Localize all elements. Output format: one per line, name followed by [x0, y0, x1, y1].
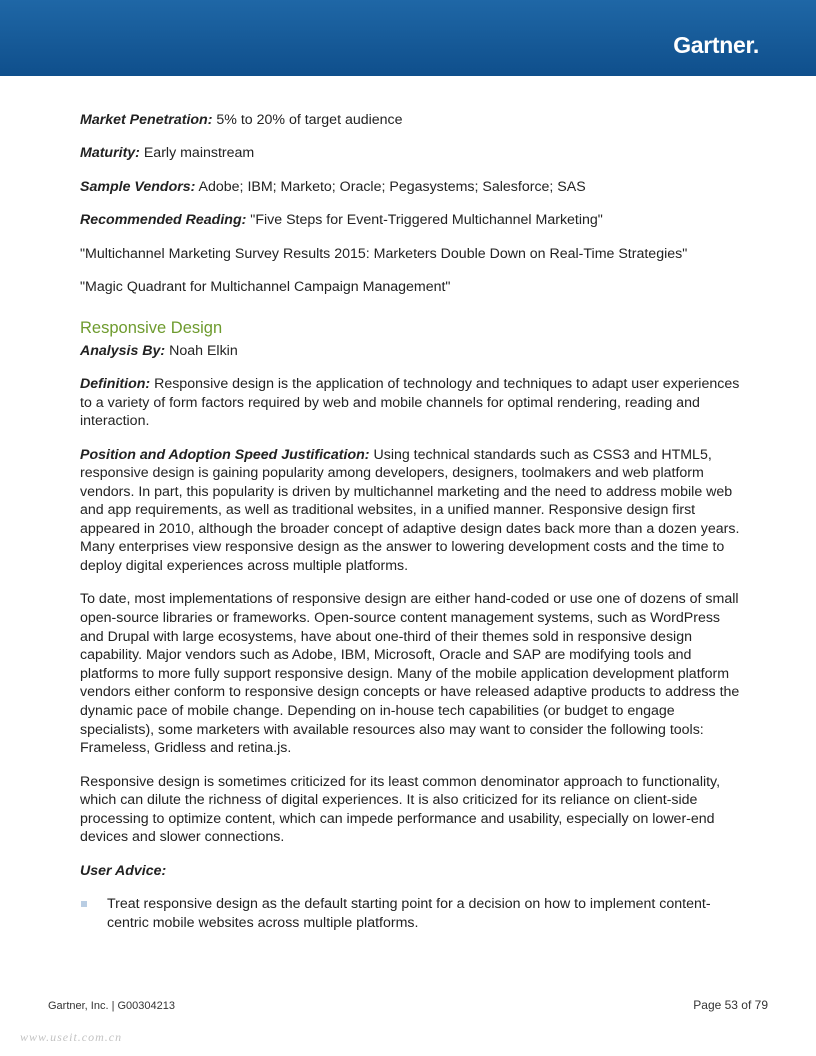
user-advice-heading: User Advice: — [80, 862, 167, 879]
analysis-by-line — [80, 342, 740, 361]
field-label: Position and Adoption Speed Justification: — [80, 446, 370, 463]
watermark: www.useit.com.cn — [20, 1030, 123, 1044]
reading-item: "Magic Quadrant for Multichannel Campaign Management" — [80, 278, 451, 295]
list-item-text: Treat responsive design as the default starting point for a decision on how to implement content-centric mobile websites across multiple platforms. — [107, 896, 711, 931]
field-label: Maturity: — [80, 145, 140, 162]
gartner-logo: Gartner. — [673, 32, 759, 58]
section-title: Responsive Design — [80, 318, 223, 337]
field-label: Sample Vendors: — [80, 178, 196, 195]
field-label: Market Penetration: — [80, 112, 213, 128]
recommended-reading-line — [80, 211, 740, 230]
field-label: Recommended Reading: — [80, 212, 247, 229]
definition-paragraph — [80, 375, 740, 431]
paragraph-text: Using technical standards such as CSS3 and HTML5, responsive design is gaining popularity among developers, designers, toolmakers and web platform vendors. In part, this popularity is driven by multichannel marketing and the need to address mobile web and app requirements, as well as traditional websites, in a unified manner. Responsive design first appeared in 2010, although the broader concept of adaptive design dates back more than a dozen years. Many enterprises view responsive design as the answer to lowering development costs and the time to deploy digital experiences across multiple platforms. — [80, 446, 740, 575]
page-number: Page 53 of 79 — [693, 998, 768, 1012]
maturity-line — [80, 144, 740, 163]
field-value: Early mainstream — [139, 145, 255, 162]
field-label: Definition: — [80, 375, 151, 392]
implementations-paragraph: To date, most implementations of responsive design are either hand-coded or use one of dozens of small open-source libraries or frameworks. Open-source content management systems, such as WordPress and Drupal with large ecosystems, have about one-third of their themes sold in responsive design capability. Major vendors such as Adobe, IBM, Microsoft, Oracle and SAP are modifying tools and platforms to more fully support responsive design. Many of the mobile application development platform vendors either conform to responsive design concepts or have released adaptive products to address the dynamic pace of mobile change. Depending on in-house tech capabilities (or budget to engage specialists), some marketers with available resources also may want to consider the following tools: Frameless, Gridless and retina.js. — [80, 591, 740, 757]
field-value: Noah Elkin — [165, 342, 238, 359]
reading-item: "Multichannel Marketing Survey Results 2015: Marketers Double Down on Real-Time Strategies" — [80, 245, 688, 262]
field-value: 5% to 20% of target audience — [212, 112, 403, 128]
market-penetration-line — [80, 111, 740, 130]
list-item — [80, 895, 740, 932]
field-value: Adobe; IBM; Marketo; Oracle; Pegasystems; Salesforce; SAS — [195, 178, 586, 195]
field-value: "Five Steps for Event-Triggered Multichannel Marketing" — [246, 212, 603, 229]
sample-vendors-line — [80, 178, 740, 197]
criticism-paragraph: Responsive design is sometimes criticized for its least common denominator approach to functionality, which can dilute the richness of digital experiences. It is also criticized for its reliance on client-side processing to optimize content, which can impede performance and usability, especially on lower-end devices and slower connections. — [80, 773, 721, 846]
field-label: Analysis By: — [80, 342, 166, 359]
position-paragraph — [80, 446, 740, 576]
advice-list — [80, 895, 740, 932]
paragraph-text: Responsive design is the application of technology and techniques to adapt user experiences to a variety of form factors required by web and mobile channels for optimal rendering, reading and interaction. — [80, 375, 740, 430]
page-header — [0, 0, 816, 76]
footer-document-id: Gartner, Inc. | G00304213 — [48, 1000, 175, 1012]
document-body — [80, 111, 740, 932]
bullet-icon — [81, 901, 87, 907]
